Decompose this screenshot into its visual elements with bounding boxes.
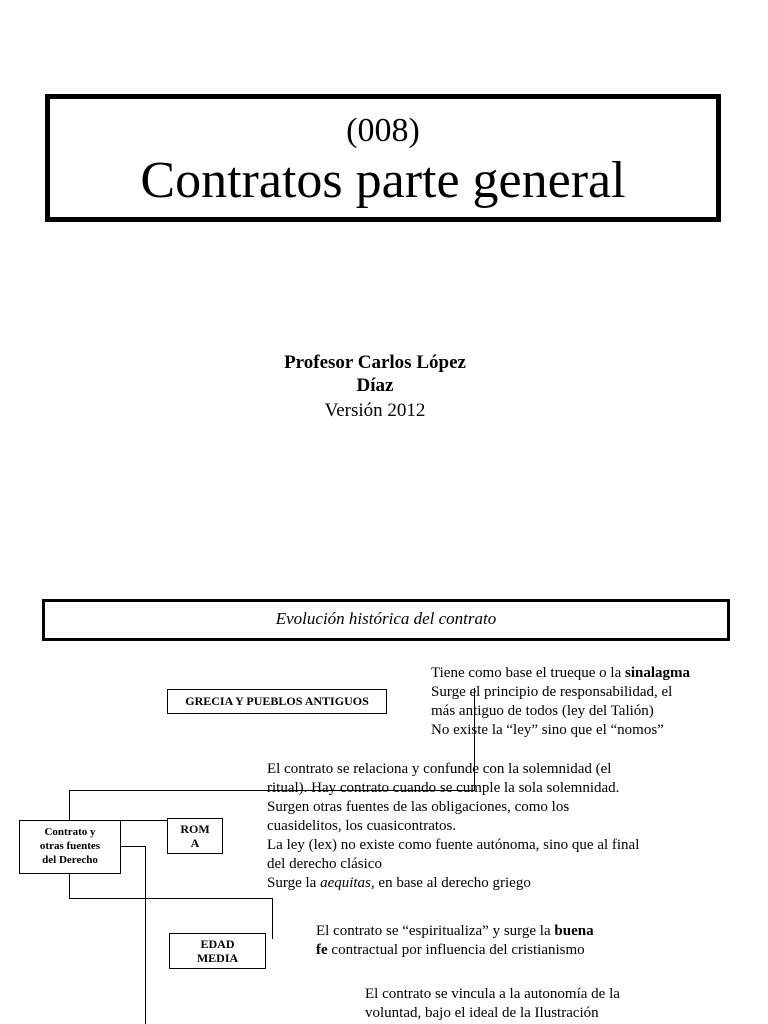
edad-media-description (316, 922, 594, 960)
edad-media-line-2-bold: fe (316, 942, 328, 958)
connector-line (272, 898, 273, 939)
roma-box (167, 818, 223, 854)
root-label-line-1: Contrato y (44, 826, 96, 838)
roma-line-1: El contrato se relaciona y confunde con la solemnidad (el (267, 761, 612, 777)
ilustracion-description (365, 985, 620, 1023)
version-label: Versión 2012 (324, 400, 426, 421)
roma-line-2: ritual). Hay contrato cuando se cumple la sola solemnidad. (267, 780, 620, 796)
title-box (45, 94, 721, 222)
roma-label-line-1: ROM (180, 822, 210, 836)
author-name (0, 352, 750, 374)
roma-line-4: cuasidelitos, los cuasicontratos. (267, 818, 457, 834)
grecia-line-1: Tiene como base el trueque o la (431, 665, 625, 681)
edad-media-line-2: contractual por influencia del cristianismo (327, 942, 585, 958)
roma-line-7-end: , en base al derecho griego (370, 875, 531, 891)
connector-line (120, 820, 167, 821)
ilustracion-line-2: voluntad, bajo el ideal de la Ilustración (365, 1005, 599, 1021)
section-title: Evolución histórica del contrato (42, 599, 730, 641)
grecia-line-3: más antiguo de todos (ley del Talión) (431, 703, 654, 719)
grecia-box: GRECIA Y PUEBLOS ANTIGUOS (167, 689, 387, 714)
connector-line (69, 898, 273, 899)
roma-line-7: Surge la (267, 875, 321, 891)
author-name-2 (0, 375, 750, 397)
author-line-1: Profesor Carlos López (284, 352, 466, 373)
edad-media-line-1: El contrato se “espiritualiza” y surge la (316, 923, 555, 939)
grecia-line-4: No existe la “ley” sino que el “nomos” (431, 722, 664, 738)
root-label-line-3: del Derecho (42, 854, 98, 866)
edad-media-box (169, 933, 266, 969)
document-title: Contratos parte general (140, 152, 626, 209)
edad-media-label-line-2: MEDIA (196, 951, 239, 965)
roma-description (267, 760, 639, 893)
roma-line-3: Surgen otras fuentes de las obligaciones, como los (267, 799, 570, 815)
grecia-line-1-bold: sinalagma (624, 665, 690, 681)
grecia-description (431, 664, 690, 740)
ilustracion-line-1: El contrato se vincula a la autonomía de la (365, 986, 620, 1002)
contract-sources-box (19, 820, 121, 874)
document-number: (008) (346, 112, 420, 149)
connector-line (145, 846, 146, 1024)
roma-line-5: La ley (lex) no existe como fuente autónoma, sino que al final (267, 837, 640, 853)
roma-label-line-2: A (190, 836, 200, 850)
roma-line-6: del derecho clásico (267, 856, 382, 872)
roma-line-7-italic: aequitas (320, 875, 371, 891)
edad-media-label-line-1: EDAD (200, 937, 235, 951)
root-label-line-2: otras fuentes (39, 840, 101, 852)
connector-line (120, 846, 146, 847)
grecia-line-2: Surge el principio de responsabilidad, el (431, 684, 673, 700)
edad-media-line-1-bold: buena (554, 923, 594, 939)
author-line-2: Díaz (356, 375, 394, 396)
